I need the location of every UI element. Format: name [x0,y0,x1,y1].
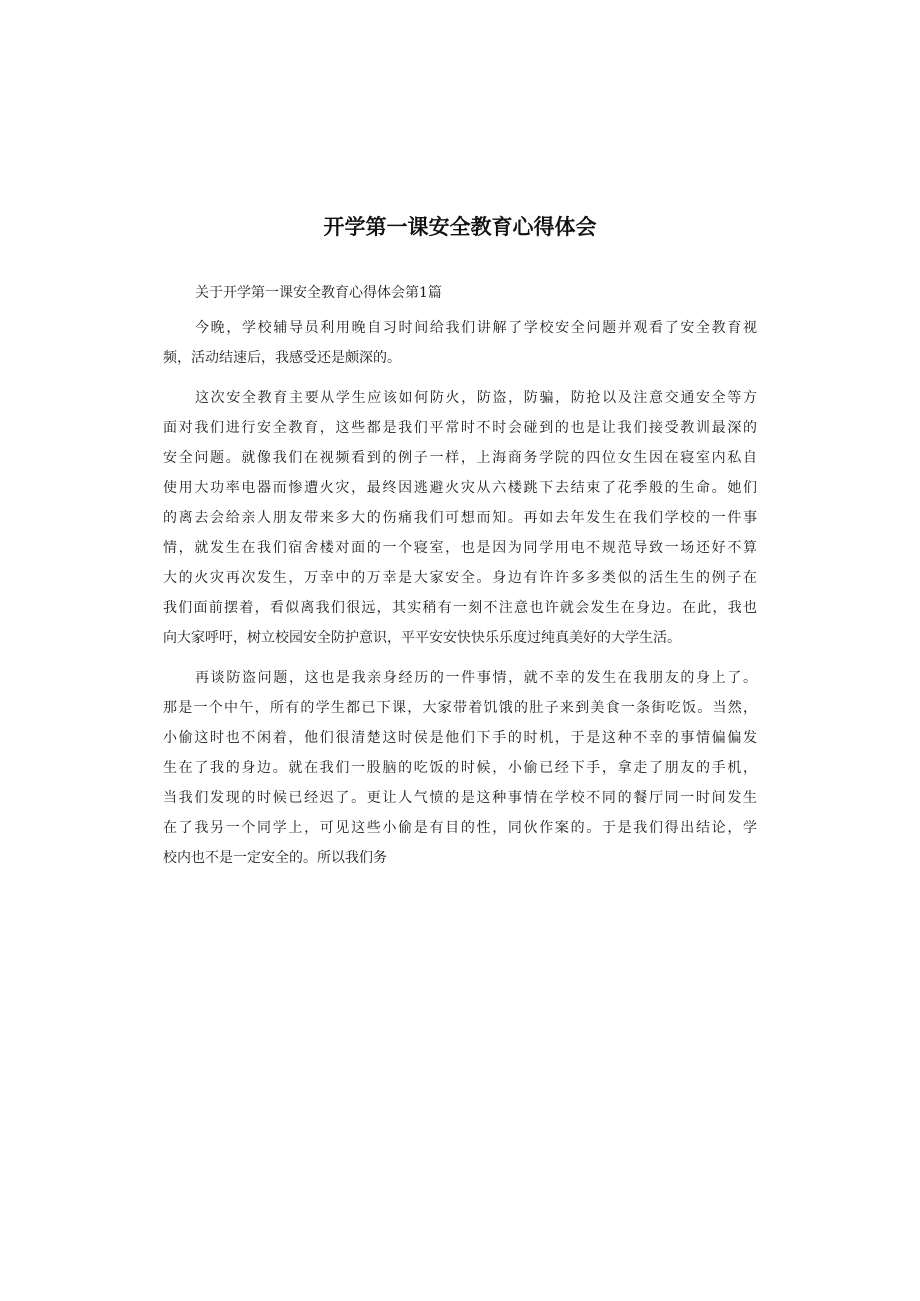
text-line: 向大家呼吁，树立校园安全防护意识，平平安安快快乐乐度过纯真美好的大学生活。 [163,630,681,646]
text-line: 情，就发生在我们宿舍楼对面的一个寝室，也是因为同学用电不规范导致一场还好不算 [163,540,757,556]
text-line: 那是一个中午，所有的学生都已下课，大家带着饥饿的肚子来到美食一条街吃饭。当然， [163,700,757,716]
text-line: 面对我们进行安全教育，这些都是我们平常时不时会碰到的也是让我们接受教训最深的 [163,420,757,436]
text-line: 生在了我的身边。就在我们一股脑的吃饭的时候，小偷已经下手，拿走了朋友的手机， [163,760,757,776]
text-line: 在了我另一个同学上，可见这些小偷是有目的性，同伙作案的。于是我们得出结论，学 [163,820,757,836]
document-body [163,283,757,873]
text-line: 再谈防盗问题，这也是我亲身经历的一件事情，就不幸的发生在我朋友的身上了。 [195,670,757,686]
text-line: 校内也不是一定安全的。所以我们务 [163,850,387,866]
paragraph-2 [163,383,757,653]
text-line: 这次安全教育主要从学生应该如何防火，防盗，防骗，防抢以及注意交通安全等方 [195,390,757,406]
text-line: 我们面前摆着，看似离我们很远，其实稍有一刻不注意也许就会发生在身边。在此，我也 [163,600,757,616]
text-line: 当我们发现的时候已经迟了。更让人气愤的是这种事情在学校不同的餐厅同一时间发生 [163,790,757,806]
text-line: 大的火灾再次发生，万幸中的万幸是大家安全。身边有许许多多类似的活生生的例子在 [163,570,757,586]
document-title: 开学第一课安全教育心得体会 [323,215,597,239]
paragraph-3 [163,663,757,873]
text-line: 的离去会给亲人朋友带来多大的伤痛我们可想而知。再如去年发生在我们学校的一件事 [163,510,757,526]
paragraph-1 [163,313,757,373]
text-line: 今晚，学校辅导员利用晚自习时间给我们讲解了学校安全问题并观看了安全教育视 [195,320,757,336]
text-line: 使用大功率电器而惨遭火灾，最终因逃避火灾从六楼跳下去结束了花季般的生命。她们 [163,480,757,496]
text-line: 安全问题。就像我们在视频看到的例子一样，上海商务学院的四位女生因在寝室内私自 [163,450,757,466]
section-heading: 关于开学第一课安全教育心得体会第1篇 [195,285,442,301]
text-line: 小偷这时也不闲着，他们很清楚这时侯是他们下手的时机，于是这种不幸的事情偏偏发 [163,730,757,746]
text-line: 频，活动结速后，我感受还是颇深的。 [163,350,401,366]
